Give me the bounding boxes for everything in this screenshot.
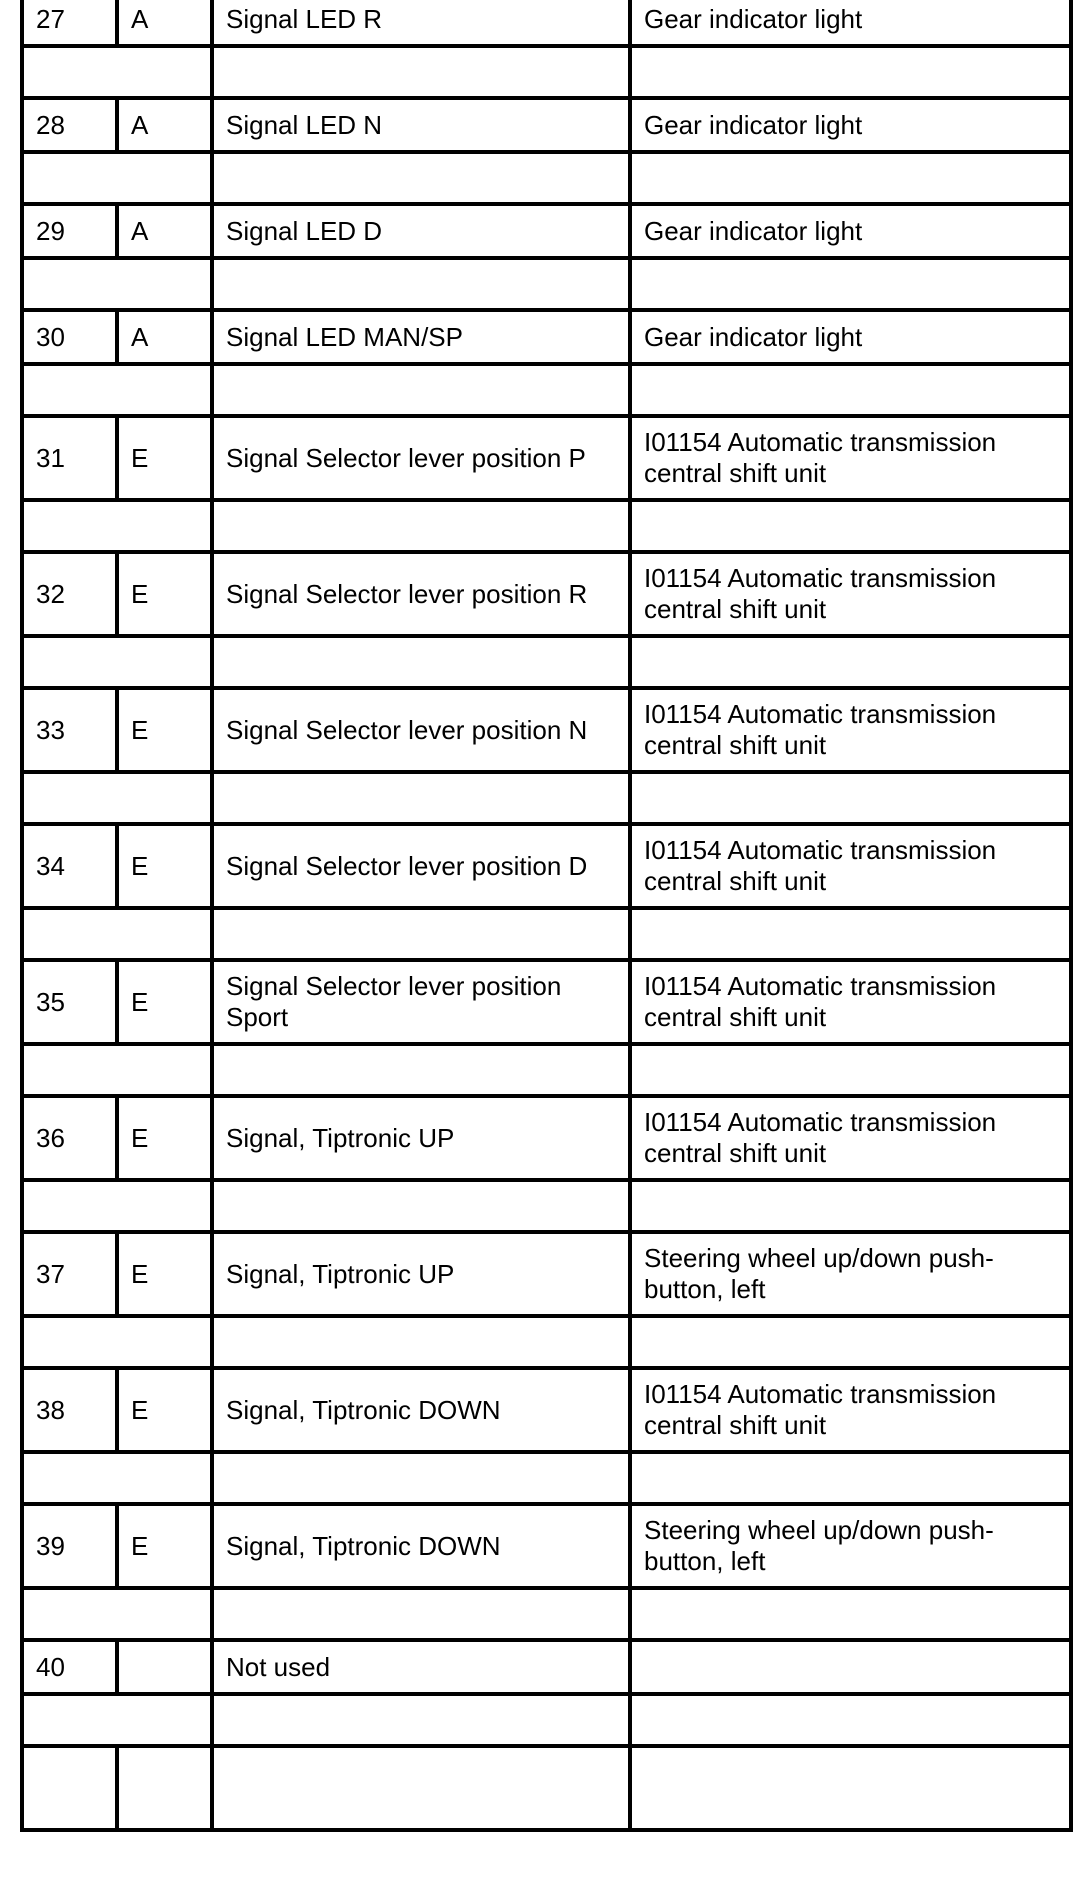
destination: I01154 Automatic transmission central shift unit (644, 427, 997, 488)
io-type-cell (117, 1096, 212, 1180)
destination: Gear indicator light (644, 321, 863, 352)
pin-number: 30 (36, 321, 65, 352)
destination-cell (630, 688, 1071, 772)
signal-description: Signal LED MAN/SP (226, 321, 463, 352)
signal-cell (212, 1232, 630, 1316)
spacer-row (22, 258, 1071, 310)
io-type: E (131, 714, 149, 745)
destination-cell (630, 204, 1071, 258)
signal-description: Signal Selector lever position Sport (226, 971, 562, 1032)
table-row (22, 0, 1071, 46)
spacer-row (22, 908, 1071, 960)
pin-number-cell (22, 204, 117, 258)
io-type: E (131, 1530, 149, 1561)
destination-cell (630, 0, 1071, 46)
spacer-row (22, 772, 1071, 824)
pin-number: 28 (36, 109, 65, 140)
table-row (22, 310, 1071, 364)
spacer-row (22, 1180, 1071, 1232)
destination-cell (630, 416, 1071, 500)
table-row (22, 1096, 1071, 1180)
table-row (22, 688, 1071, 772)
io-type-cell (117, 1640, 212, 1694)
pin-number: 40 (36, 1651, 65, 1682)
destination: I01154 Automatic transmission central shift unit (644, 1379, 997, 1440)
io-type: E (131, 1122, 149, 1153)
io-type: E (131, 1394, 149, 1425)
table-row (22, 824, 1071, 908)
signal-description: Signal LED N (226, 109, 383, 140)
pin-number-cell (22, 310, 117, 364)
signal-cell (212, 310, 630, 364)
io-type-cell (117, 98, 212, 152)
spacer-row (22, 152, 1071, 204)
pin-number-cell (22, 416, 117, 500)
destination: Steering wheel up/down push-button, left (644, 1515, 994, 1576)
destination: Gear indicator light (644, 215, 863, 246)
table-row (22, 1368, 1071, 1452)
pin-number-cell (22, 552, 117, 636)
destination-cell (630, 1096, 1071, 1180)
signal-cell (212, 960, 630, 1044)
table-row (22, 1640, 1071, 1694)
pin-number: 39 (36, 1530, 65, 1561)
pin-number-cell (22, 824, 117, 908)
spacer-row (22, 500, 1071, 552)
pin-number: 29 (36, 215, 65, 246)
signal-cell (212, 416, 630, 500)
signal-cell (212, 688, 630, 772)
io-type: A (131, 321, 149, 352)
destination-cell (630, 960, 1071, 1044)
destination: Gear indicator light (644, 3, 863, 34)
pin-number: 32 (36, 578, 65, 609)
io-type-cell (117, 416, 212, 500)
pin-number: 36 (36, 1122, 65, 1153)
pin-number: 27 (36, 3, 65, 34)
pin-number: 34 (36, 850, 65, 881)
signal-description: Signal, Tiptronic DOWN (226, 1530, 501, 1561)
io-type-cell (117, 552, 212, 636)
signal-description: Signal LED D (226, 215, 383, 246)
table-row (22, 204, 1071, 258)
pin-number-cell (22, 1096, 117, 1180)
pin-assignment-table (20, 0, 1073, 1832)
table-row (22, 416, 1071, 500)
signal-cell (212, 552, 630, 636)
signal-cell (212, 824, 630, 908)
pin-number-cell (22, 98, 117, 152)
pin-number-cell (22, 1504, 117, 1588)
pin-number: 35 (36, 986, 65, 1017)
empty-row (22, 1746, 1071, 1830)
destination-cell (630, 552, 1071, 636)
signal-cell (212, 1368, 630, 1452)
signal-cell (212, 98, 630, 152)
io-type-cell (117, 1232, 212, 1316)
destination-cell (630, 98, 1071, 152)
destination-cell (630, 824, 1071, 908)
io-type-cell (117, 0, 212, 46)
signal-description: Signal, Tiptronic UP (226, 1258, 455, 1289)
spacer-row (22, 46, 1071, 98)
signal-description: Signal Selector lever position R (226, 578, 588, 609)
io-type: E (131, 850, 149, 881)
signal-cell (212, 1096, 630, 1180)
table-row (22, 960, 1071, 1044)
io-type: A (131, 215, 149, 246)
destination: I01154 Automatic transmission central shift unit (644, 699, 997, 760)
signal-description: Signal Selector lever position P (226, 442, 586, 473)
table-row (22, 1504, 1071, 1588)
pin-number-cell (22, 1232, 117, 1316)
io-type-cell (117, 824, 212, 908)
destination: I01154 Automatic transmission central shift unit (644, 835, 997, 896)
destination-cell (630, 1640, 1071, 1694)
spacer-row (22, 1316, 1071, 1368)
io-type: E (131, 1258, 149, 1289)
signal-cell (212, 1640, 630, 1694)
signal-description: Not used (226, 1651, 331, 1682)
io-type-cell (117, 204, 212, 258)
table-row (22, 1232, 1071, 1316)
signal-description: Signal, Tiptronic UP (226, 1122, 455, 1153)
spacer-row (22, 1044, 1071, 1096)
io-type: E (131, 986, 149, 1017)
destination-cell (630, 1504, 1071, 1588)
table-row (22, 98, 1071, 152)
pin-number: 37 (36, 1258, 65, 1289)
io-type-cell (117, 310, 212, 364)
io-type-cell (117, 1368, 212, 1452)
signal-description: Signal, Tiptronic DOWN (226, 1394, 501, 1425)
pin-number: 38 (36, 1394, 65, 1425)
signal-description: Signal Selector lever position N (226, 714, 588, 745)
signal-description: Signal Selector lever position D (226, 850, 588, 881)
destination-cell (630, 1368, 1071, 1452)
spacer-row (22, 636, 1071, 688)
pin-number-cell (22, 1368, 117, 1452)
signal-cell (212, 204, 630, 258)
destination: I01154 Automatic transmission central shift unit (644, 1107, 997, 1168)
destination: I01154 Automatic transmission central shift unit (644, 971, 997, 1032)
pin-number: 33 (36, 714, 65, 745)
pin-number: 31 (36, 442, 65, 473)
io-type-cell (117, 960, 212, 1044)
destination: I01154 Automatic transmission central shift unit (644, 563, 997, 624)
spacer-row (22, 364, 1071, 416)
io-type-cell (117, 1504, 212, 1588)
signal-cell (212, 1504, 630, 1588)
spacer-row (22, 1452, 1071, 1504)
io-type: E (131, 578, 149, 609)
spacer-row (22, 1694, 1071, 1746)
io-type-cell (117, 688, 212, 772)
destination: Gear indicator light (644, 109, 863, 140)
destination: Steering wheel up/down push-button, left (644, 1243, 994, 1304)
pin-number-cell (22, 960, 117, 1044)
table-row (22, 552, 1071, 636)
pin-number-cell (22, 1640, 117, 1694)
spacer-row (22, 1588, 1071, 1640)
pin-number-cell (22, 688, 117, 772)
signal-description: Signal LED R (226, 3, 383, 34)
destination-cell (630, 1232, 1071, 1316)
io-type: E (131, 442, 149, 473)
destination-cell (630, 310, 1071, 364)
pin-number-cell (22, 0, 117, 46)
io-type: A (131, 109, 149, 140)
io-type: A (131, 3, 149, 34)
signal-cell (212, 0, 630, 46)
